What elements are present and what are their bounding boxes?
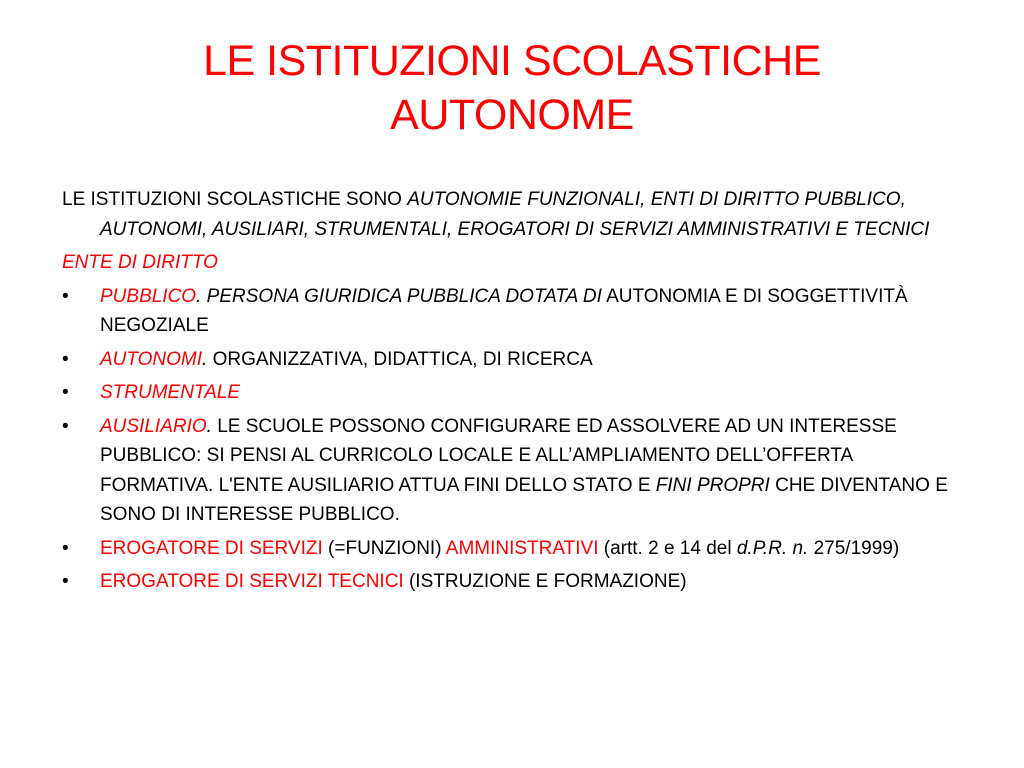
bullet-italic-dpr: d.P.R. n. — [736, 537, 809, 559]
bullet-icon: • — [62, 571, 69, 592]
bullet-item-strumentale — [62, 378, 962, 408]
slide-title-line-2: AUTONOME — [390, 91, 634, 139]
bullet-key-pubblico: PUBBLICO — [100, 285, 197, 307]
bullet-icon: • — [62, 382, 69, 403]
bullet-text-pubblico — [100, 282, 962, 341]
ente-heading: ENTE DI DIRITTO — [62, 252, 218, 273]
intro-italic: AUTONOMIE FUNZIONALI, ENTI DI DIRITTO PUBBLICO, AUTONOMI, AUSILIARI, STRUMENTALI, EROGATORI DI SERVIZI AMMINISTRATIVI E TECNICI — [100, 189, 930, 240]
bullet-item-pubblico — [62, 282, 962, 341]
bullet-text-strumentale — [100, 378, 962, 408]
bullet-icon: • — [62, 537, 69, 559]
bullet-text-erogatore-amministrativi — [100, 534, 962, 564]
intro-paragraph — [62, 185, 962, 244]
bullet-item-erogatore-tecnici — [62, 567, 962, 597]
bullet-rest-ausiliario: LE SCUOLE POSSONO CONFIGURARE ED ASSOLVERE AD UN INTERESSE PUBBLICO: SI PENSI AL CURRICOLO LOCALE E ALL’AMPLIAMENTO DELL’OFFERTA FORMATIVA. L'ENTE AUSILIARIO ATTUA FINI DELLO STATO E — [100, 415, 897, 496]
bullet-rest-erogatore-tecnici: (ISTRUZIONE E FORMAZIONE) — [403, 571, 687, 592]
bullet-tail-erogatore-amm: 275/1999) — [808, 537, 900, 559]
bullet-key2-amministrativi: AMMINISTRATIVI — [445, 537, 599, 559]
bullet-key-erogatore-tecnici: EROGATORE DI SERVIZI TECNICI — [100, 571, 404, 592]
bullet-dot-ausiliario: . — [206, 415, 212, 437]
bullet-text-erogatore-tecnici — [100, 567, 962, 597]
bullet-dot-pubblico: . — [196, 285, 207, 307]
bullet-item-autonomi — [62, 345, 962, 375]
bullet-italic-ausiliario: FINI PROPRI — [655, 474, 770, 496]
bullet-item-ausiliario — [62, 412, 962, 530]
slide-body — [62, 185, 962, 601]
bullet-icon: • — [62, 348, 69, 370]
bullet-italic-pubblico: PERSONA GIURIDICA PUBBLICA DOTATA DI — [206, 285, 602, 307]
bullet-key-autonomi: AUTONOMI — [100, 348, 203, 370]
slide-title-line-1: LE ISTITUZIONI SCOLASTICHE — [203, 37, 821, 85]
bullet-rest-pubblico: AUTONOMIA E DI SOGGETTIVITÀ NEGOZIALE — [100, 285, 908, 336]
bullet-item-erogatore-amministrativi — [62, 534, 962, 564]
intro-lead: LE ISTITUZIONI SCOLASTICHE SONO — [62, 189, 408, 210]
bullet-icon: • — [62, 285, 69, 307]
bullet-rest-erogatore-amm: (artt. 2 e 14 del — [598, 537, 737, 559]
bullet-key-erogatore: EROGATORE DI SERVIZI — [100, 537, 323, 559]
bullet-key-strumentale: STRUMENTALE — [100, 382, 241, 403]
bullet-key-ausiliario: AUSILIARIO — [100, 415, 207, 437]
slide-title — [60, 34, 964, 142]
bullet-text-ausiliario — [100, 412, 962, 530]
bullet-tail-ausiliario: CHE DIVENTANO E SONO DI INTERESSE PUBBLICO. — [100, 474, 948, 525]
bullet-dot-autonomi: . — [202, 348, 208, 370]
bullet-rest-autonomi: ORGANIZZATIVA, DIDATTICA, DI RICERCA — [207, 348, 593, 370]
bullet-icon: • — [62, 415, 69, 437]
bullet-text-autonomi — [100, 345, 962, 375]
bullet-mid-erogatore: (=FUNZIONI) — [322, 537, 446, 559]
